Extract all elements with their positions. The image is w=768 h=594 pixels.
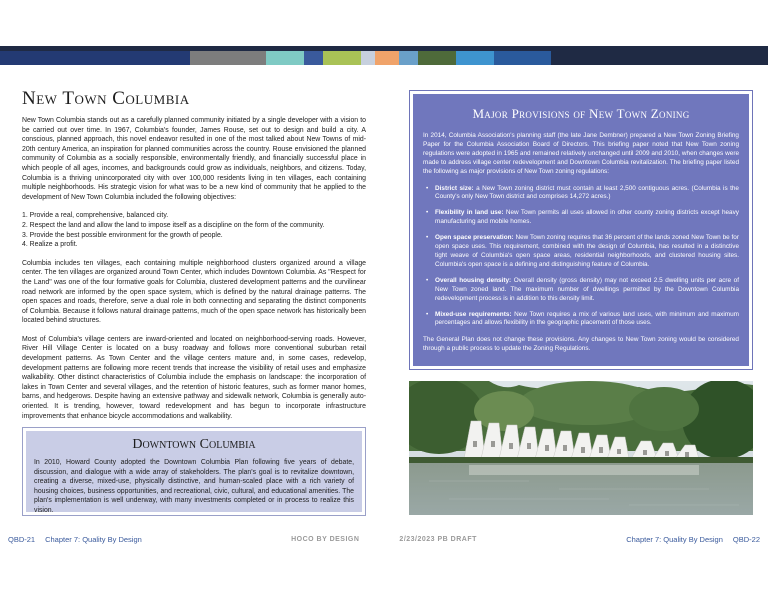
right-page-number: QBD-22 bbox=[732, 535, 760, 544]
brand-name: HOCO BY DESIGN bbox=[291, 536, 360, 543]
strip-segment bbox=[152, 51, 190, 65]
provision-item bbox=[435, 277, 739, 304]
provision-text: New Town zoning requires that 36 percent of the lands zoned New Town be for open space uses. This requirement, combined with the design of Columbia, has resulted in a distinctive tight weave of Columbia's open space areas, residential neighborhoods, and clustered housing sites. Columbia's open space is a defining and distinguishing feature of Columbia. bbox=[435, 234, 739, 268]
village-centers-paragraph: Most of Columbia's village centers are inward-oriented and located on neighborhood-serving roads. However, River Hill Village Center is located on a busy roadway and follows more conventional suburban retail development patterns. As Town Center and the village centers mature and, in some cases, redevelop, development patterns are following more recent trends that increase the visibility of retail uses and emphasize walkability. Other distinct characteristics of Columbia include the emphasis on landscape: the incorporation of lakes in Town Center and several villages, and the retention of historic features, such as former manor homes, barns, and hedgerows. Despite having an extensive pathway and sidewalk network, Columbia is generally auto-oriented. It is trending, however, toward redevelopment and has begun to incorporate infrastructure improvements that enhance bicycle accommodations and walkability. bbox=[22, 335, 366, 420]
provision-item bbox=[435, 185, 739, 203]
zoning-callout bbox=[409, 90, 753, 370]
objective-item: 3. Provide the best possible environment for the growth of people. bbox=[22, 231, 223, 239]
left-chapter: Chapter 7: Quality By Design bbox=[45, 535, 142, 544]
zoning-provisions-list bbox=[423, 185, 739, 329]
main-text-column bbox=[22, 116, 366, 430]
draft-label: 2/23/2023 PB DRAFT bbox=[399, 536, 477, 543]
strip-segment bbox=[266, 51, 304, 65]
provision-item bbox=[435, 311, 739, 329]
provision-label: Flexibility in land use: bbox=[435, 209, 504, 217]
color-strip bbox=[0, 51, 768, 65]
provision-text: a New Town zoning district must contain at least 2,500 contiguous acres. (Columbia is the County's only New Town district and comprises 14,272 acres.) bbox=[435, 184, 739, 201]
provision-text: Overall density (gross density) may not exceed 2.5 dwelling units per acre of New Town zoned land. The maximum number of dwellings permitted by the Downtown Columbia redevelopment process is in addition to this density limit. bbox=[435, 276, 739, 302]
strip-segment bbox=[551, 51, 768, 65]
intro-paragraph: New Town Columbia stands out as a carefully planned community initiated by a single developer with a vision to be carried out over time. In 1967, Columbia's founder, James Rouse, set out to design and build a city. A conscious, planned approach, this novel endeavor resulted in one of the most talked about New Towns of mid-20th century America, an inspiration for planned communities across the country. Rouse envisioned the planned community of Columbia as a socially responsible, environmentally friendly, and financially successful place in which people of all ages, incomes, and backgrounds could grow as individuals, neighbors, and citizens. Today, Columbia is a thriving unincorporated city with over 100,000 residents living in ten villages, each containing multiple neighborhoods. His strategic vision for what was to be a new kind of community that he applied to the development of New Town Columbia included the following objectives: bbox=[22, 117, 366, 201]
downtown-title: Downtown Columbia bbox=[132, 437, 256, 452]
provision-label: Mixed-use requirements: bbox=[435, 310, 512, 318]
strip-segment bbox=[38, 51, 76, 65]
strip-segment bbox=[456, 51, 494, 65]
objective-item: 2. Respect the land and allow the land to impose itself as a discipline on the form of the community. bbox=[22, 221, 325, 229]
strip-segment bbox=[375, 51, 399, 65]
objective-item: 4. Realize a profit. bbox=[22, 241, 78, 249]
footer-right bbox=[616, 535, 760, 544]
strip-segment bbox=[399, 51, 418, 65]
villages-paragraph: Columbia includes ten villages, each containing multiple neighborhood clusters organized around a village center. The ten villages are organized around Town Center, which includes Downtown Columbia. As "Respect for the Land" was one of the four formative goals for Columbia, clustered development patterns and the curvilinear road network are informed by the open space system, which is defined by the natural drainage patterns. The open spaces and roads, therefore, serve a dual role in both connecting and separating the distinct components of Columbia. Because it follows natural drainage patterns, much of the open space network has historically been located behind structures. bbox=[22, 259, 366, 325]
strip-segment bbox=[76, 51, 114, 65]
downtown-text: In 2010, Howard County adopted the Downtown Columbia Plan following five years of debate, discussion, and dialogue with a wide array of stakeholders. The plan's goal is to revitalize downtown, creating a diverse, mixed-use, physically distinctive, and human-scaled place with a rich variety of housing choices, business opportunities, and recreational, civic, cultural, and educational amenities. The plan's implementation is well underway, with many investments completed or in process to realize this vision. bbox=[34, 459, 354, 514]
right-chapter: Chapter 7: Quality By Design bbox=[626, 535, 723, 544]
objective-item: 1. Provide a real, comprehensive, balanced city. bbox=[22, 212, 169, 220]
provision-text: New Town requires a mix of various land uses, with minimum and maximum percentages and allows flexibility in the geographic placement of those uses. bbox=[435, 310, 739, 327]
strip-segment bbox=[361, 51, 375, 65]
provision-item bbox=[435, 209, 739, 227]
lakeside-townhouses-photo bbox=[409, 381, 753, 515]
page-title: New Town Columbia bbox=[22, 88, 190, 109]
left-page-number: QBD-21 bbox=[8, 535, 36, 544]
zoning-intro: In 2014, Columbia Association's planning staff (the late Jane Dembner) prepared a New Town Zoning Briefing Paper for the Columbia Association Board of Directors. This briefing paper noted that New Town zoning regulations were adopted in 1965 and remained relatively unchanged until 2009 and 2010, when changes were made to address village center redevelopment and Downtown Columbia revitalization. The briefing paper listed the following as major provisions of New Town zoning regulations: bbox=[423, 132, 739, 175]
strip-segment bbox=[114, 51, 152, 65]
objectives-list bbox=[22, 211, 366, 249]
strip-segment bbox=[304, 51, 323, 65]
provision-label: Open space preservation: bbox=[435, 234, 514, 242]
downtown-callout bbox=[22, 427, 366, 516]
page-footer bbox=[0, 530, 768, 548]
provision-text: New Town permits all uses allowed in other county zoning districts except heavy manufacturing and mobile homes. bbox=[435, 209, 739, 226]
strip-segment bbox=[494, 51, 551, 65]
provision-item bbox=[435, 234, 739, 270]
zoning-title: Major Provisions of New Town Zoning bbox=[472, 106, 690, 121]
zoning-closing: The General Plan does not change these provisions. Any changes to New Town zoning would be considered through a public process to update the Zoning Regulations. bbox=[423, 336, 739, 353]
strip-segment bbox=[418, 51, 456, 65]
provision-label: Overall housing density: bbox=[435, 276, 512, 284]
provision-label: District size: bbox=[435, 184, 474, 192]
strip-segment bbox=[323, 51, 361, 65]
strip-segment bbox=[0, 51, 38, 65]
strip-segment bbox=[190, 51, 266, 65]
